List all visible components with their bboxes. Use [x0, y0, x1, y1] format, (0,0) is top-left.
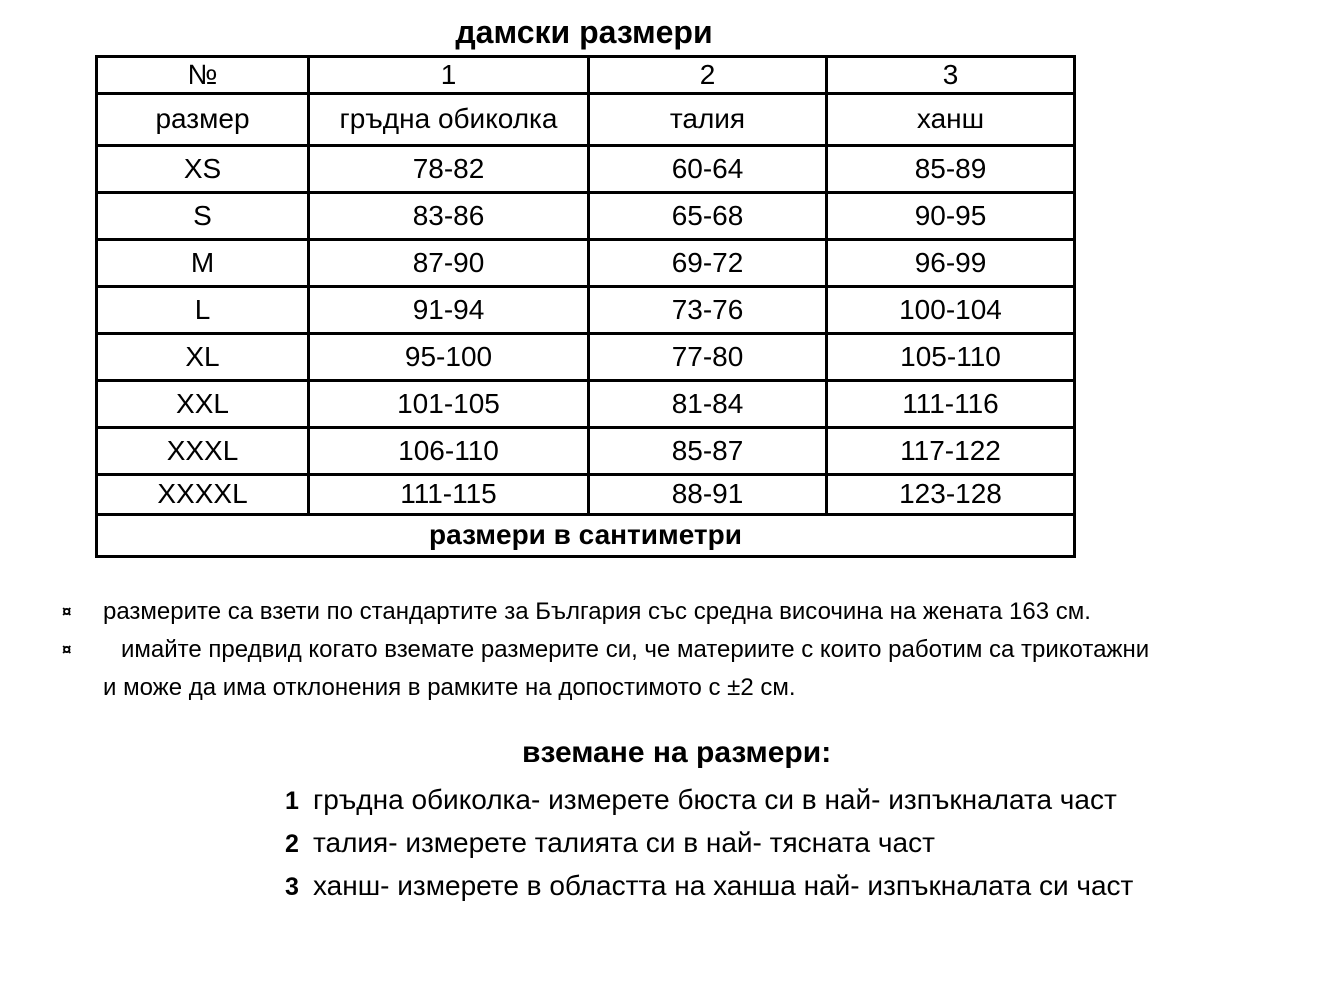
- list-item: [285, 865, 1330, 908]
- size-cell: XL: [97, 334, 309, 381]
- table-row: [97, 240, 1075, 287]
- size-cell: S: [97, 193, 309, 240]
- size-cell: XS: [97, 146, 309, 193]
- waist-cell: 81-84: [589, 381, 827, 428]
- bust-cell: 78-82: [309, 146, 589, 193]
- hips-cell: 96-99: [827, 240, 1075, 287]
- footnote-tolerance: [0, 631, 1330, 707]
- table-row: [97, 193, 1075, 240]
- table-header-labels: [97, 94, 1075, 146]
- size-chart-document: [0, 12, 1330, 998]
- bust-cell: 95-100: [309, 334, 589, 381]
- table-row: [97, 428, 1075, 475]
- header-cell-2: 2: [589, 57, 827, 94]
- table-row: [97, 475, 1075, 515]
- page-title: дамски размери: [455, 14, 713, 50]
- footnote-text: [103, 631, 1149, 707]
- footnote-text: [103, 593, 1091, 631]
- size-cell: XXXL: [97, 428, 309, 475]
- waist-cell: 60-64: [589, 146, 827, 193]
- bust-cell: 83-86: [309, 193, 589, 240]
- waist-cell: 88-91: [589, 475, 827, 515]
- header-cell-hips: ханш: [827, 94, 1075, 146]
- hips-cell: 123-128: [827, 475, 1075, 515]
- bullet-icon: ¤: [62, 640, 72, 659]
- footnote-line: имайте предвид когато вземате размерите си, че материите с които работим са трикотажни: [121, 636, 1150, 663]
- hips-cell: 117-122: [827, 428, 1075, 475]
- waist-cell: 85-87: [589, 428, 827, 475]
- hips-cell: 100-104: [827, 287, 1075, 334]
- waist-cell: 77-80: [589, 334, 827, 381]
- hips-cell: 111-116: [827, 381, 1075, 428]
- hips-cell: 90-95: [827, 193, 1075, 240]
- footnote-standards: [0, 593, 1330, 631]
- list-item: [285, 822, 1330, 865]
- header-cell-bust: гръдна обиколка: [309, 94, 589, 146]
- table-row: [97, 146, 1075, 193]
- waist-cell: 69-72: [589, 240, 827, 287]
- table-footer: [97, 515, 1075, 557]
- footnotes: [0, 593, 1330, 707]
- header-cell-waist: талия: [589, 94, 827, 146]
- item-number: 2: [285, 830, 299, 858]
- item-text: ханш- измерете в областта на ханша най- изпъкналата си част: [313, 870, 1134, 901]
- size-table: [95, 55, 1076, 558]
- hips-cell: 85-89: [827, 146, 1075, 193]
- header-cell-1: 1: [309, 57, 589, 94]
- bullet-icon: ¤: [62, 602, 72, 621]
- measuring-guide: [0, 731, 1330, 908]
- hips-cell: 105-110: [827, 334, 1075, 381]
- table-row: [97, 334, 1075, 381]
- bust-cell: 106-110: [309, 428, 589, 475]
- item-number: 1: [285, 787, 299, 815]
- footnote-line: размерите са взети по стандартите за България със средна височина на жената 163 см.: [103, 598, 1091, 625]
- size-cell: L: [97, 287, 309, 334]
- table-row: [97, 287, 1075, 334]
- item-text: талия- измерете талията си в най- тясната част: [313, 827, 935, 858]
- bust-cell: 87-90: [309, 240, 589, 287]
- waist-cell: 65-68: [589, 193, 827, 240]
- waist-cell: 73-76: [589, 287, 827, 334]
- header-cell-numero: №: [97, 57, 309, 94]
- list-item: [285, 779, 1330, 822]
- measuring-guide-title: вземане на размери:: [522, 736, 832, 769]
- table-footer-label: размери в сантиметри: [97, 515, 1075, 557]
- footnote-line: и може да има отклонения в рамките на допостимото с ±2 см.: [103, 674, 796, 701]
- table-row: [97, 381, 1075, 428]
- size-cell: M: [97, 240, 309, 287]
- table-header-numbers: [97, 57, 1075, 94]
- bust-cell: 101-105: [309, 381, 589, 428]
- bust-cell: 111-115: [309, 475, 589, 515]
- size-cell: XXXXL: [97, 475, 309, 515]
- item-number: 3: [285, 873, 299, 901]
- item-text: гръдна обиколка- измерете бюста си в най- изпъкналата част: [313, 784, 1117, 815]
- size-cell: XXL: [97, 381, 309, 428]
- measuring-guide-items: [285, 779, 1330, 908]
- bust-cell: 91-94: [309, 287, 589, 334]
- header-cell-size: размер: [97, 94, 309, 146]
- header-cell-3: 3: [827, 57, 1075, 94]
